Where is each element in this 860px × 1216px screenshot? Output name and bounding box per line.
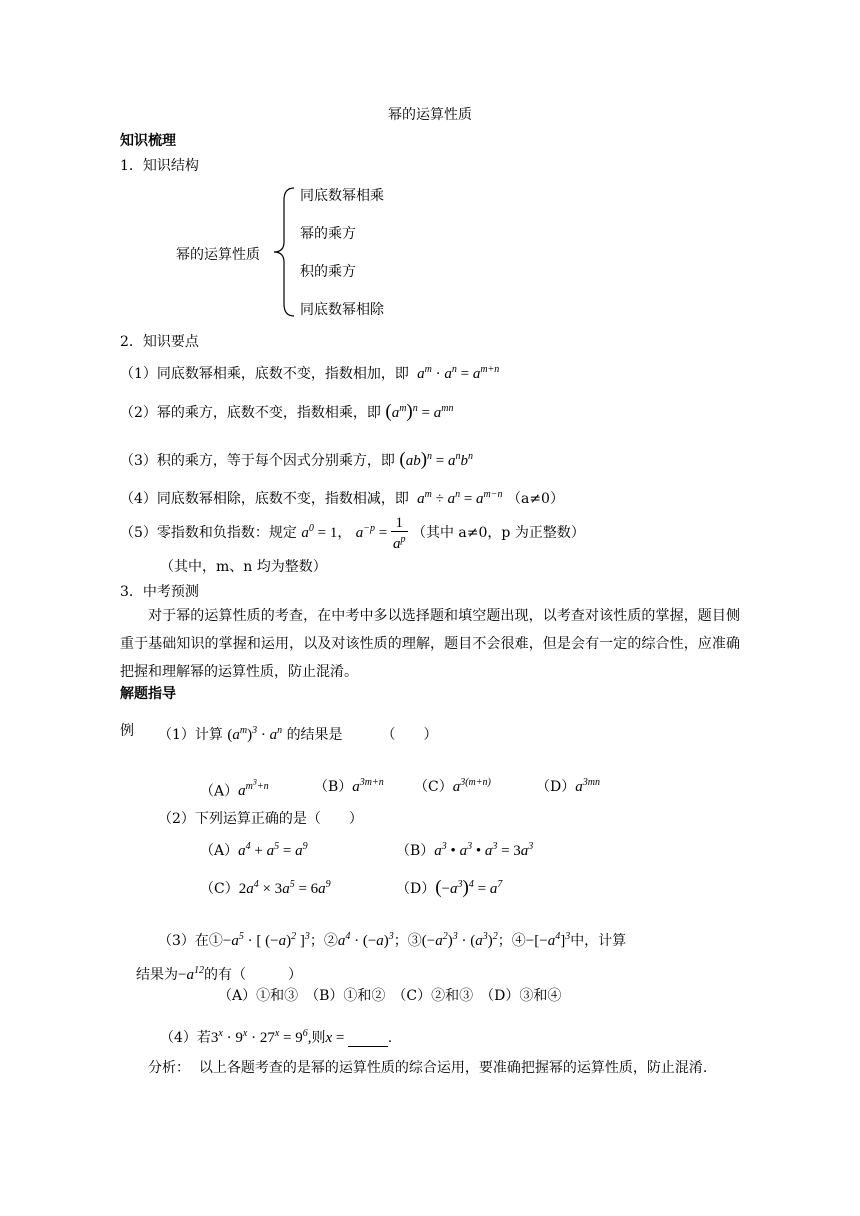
sub-heading-points: 2．知识要点 xyxy=(120,334,199,350)
q1-prefix: （1）计算 xyxy=(158,727,223,743)
question-2-stem: （2）下列运算正确的是（ ） xyxy=(158,811,363,827)
q2-option-b: $(B)a^3$ • $a^3$ • $a^3 = 3a^3$ xyxy=(396,841,534,859)
point-1 xyxy=(120,361,499,383)
q1-option-d: $(D)a^{3mn}$ xyxy=(536,777,600,795)
question-4: （4）若$3^x \cdot 9^x \cdot 27^x = 9^6$,则x = . xyxy=(160,1028,392,1046)
q2-option-c: $(C)2a^4 \times 3a^5 = 6a^9$ xyxy=(200,879,331,897)
q1-answer-paren: （ ） xyxy=(381,727,438,743)
point-1-text: （1）同底数幂相乘，底数不变，指数相加，即 xyxy=(120,366,409,382)
q1-option-a: $(A)a^{m^3+n}$ xyxy=(200,778,269,800)
q4-answer-blank[interactable] xyxy=(348,1032,388,1047)
analysis-text: 以上各题考查的是幂的运算性质的综合运用，要准确把握幂的运算性质，防止混淆. xyxy=(198,1060,708,1076)
point-4-text: （4）同底数幂相除，底数不变，指数相减，即 xyxy=(120,491,409,507)
q1-option-b: $(B)a^{3m+n}$ xyxy=(314,777,384,795)
point-5-formula-zero: $a^0 = 1$ xyxy=(301,523,338,541)
structure-brace xyxy=(272,186,298,318)
question-3-line-2: 结果为$-a^{12}$的有（ ） xyxy=(136,965,302,983)
point-5: （5）零指数和负指数：规定 $a^0 = 1$， $a^{-p}$ = $\frac{1}{a^p}$ （其中 a≠0，p 为正整数） xyxy=(120,515,585,553)
forecast-paragraph: 对于幂的运算性质的考查，在中考中多以选择题和填空题出现，以考查对该性质的掌握，题目侧重于基础知识的掌握和运用，以及对该性质的理解，题目不会很难，但是会有一定的综合性，应准确把握和理解幂的运算性质，防止混淆。 xyxy=(120,608,740,680)
point-4-formula: $a^m \div a^n = a^{m-n}$ xyxy=(413,489,503,507)
q3-options: （A）①和③ （B）①和② （C）②和③ （D）③和④ xyxy=(218,988,562,1004)
structure-branch-4: 同底数幂相除 xyxy=(300,302,384,318)
page-title: 幂的运算性质 xyxy=(388,107,472,123)
point-2 xyxy=(120,400,453,422)
question-1 xyxy=(158,722,437,744)
point-2-text: （2）幂的乘方，底数不变，指数相乘，即 xyxy=(120,405,381,421)
sub-heading-structure: 1．知识结构 xyxy=(120,158,199,174)
point-5-text: （5）零指数和负指数：规定 xyxy=(120,525,297,541)
structure-branch-2: 幂的乘方 xyxy=(300,226,356,242)
q1-suffix: 的结果是 xyxy=(286,727,343,743)
point-2-formula: $(a^m)^n = a^{mn}$ xyxy=(385,401,454,422)
structure-branch-1: 同底数幂相乘 xyxy=(300,188,384,204)
points-note: （其中，m、n 均为整数） xyxy=(160,559,327,575)
structure-root: 幂的运算性质 xyxy=(176,247,260,263)
question-3-line-1: （3）在$①-a^5$ · [ $(-a)^2$ ]$^3$；$②a^4 \cdot (-a)^3$；$③(-a^2)^3 \cdot (a^3)^2$；$④-[-a^4]^3$中，计算 xyxy=(158,931,627,949)
point-3 xyxy=(120,448,473,470)
point-5-formula-negative: $a^{-p}$ = $\frac{1}{a^p}$ xyxy=(355,515,406,553)
point-4 xyxy=(120,486,564,508)
point-3-text: （3）积的乘方，等于每个因式分别乘方，即 xyxy=(120,453,395,469)
analysis-label: 分析： xyxy=(148,1060,190,1076)
structure-branch-3: 积的乘方 xyxy=(300,264,356,280)
q1-option-c: $(C)a^{3(m+n)}$ xyxy=(414,777,491,795)
point-3-formula: $(ab)^n = a^nb^n$ xyxy=(399,449,473,470)
point-5-condition: （其中 a≠0，p 为正整数） xyxy=(411,525,585,541)
point-1-formula: $a^m \cdot a^n = a^{m+n}$ xyxy=(413,364,500,382)
section-heading-knowledge: 知识梳理 xyxy=(120,133,176,149)
q1-expression: $(a^m)^3 \cdot a^n$ xyxy=(227,725,283,743)
section-heading-guidance: 解题指导 xyxy=(120,686,176,702)
analysis-paragraph xyxy=(120,1054,740,1082)
sub-heading-forecast: 3．中考预测 xyxy=(120,584,199,600)
point-4-condition: （a≠0） xyxy=(506,491,564,507)
q2-option-d: $(D)(-a^3)^4 = a^7$ xyxy=(396,877,503,898)
q2-option-a: $(A)a^4 + a^5 = a^9$ xyxy=(200,841,308,859)
example-label: 例 xyxy=(120,723,134,739)
